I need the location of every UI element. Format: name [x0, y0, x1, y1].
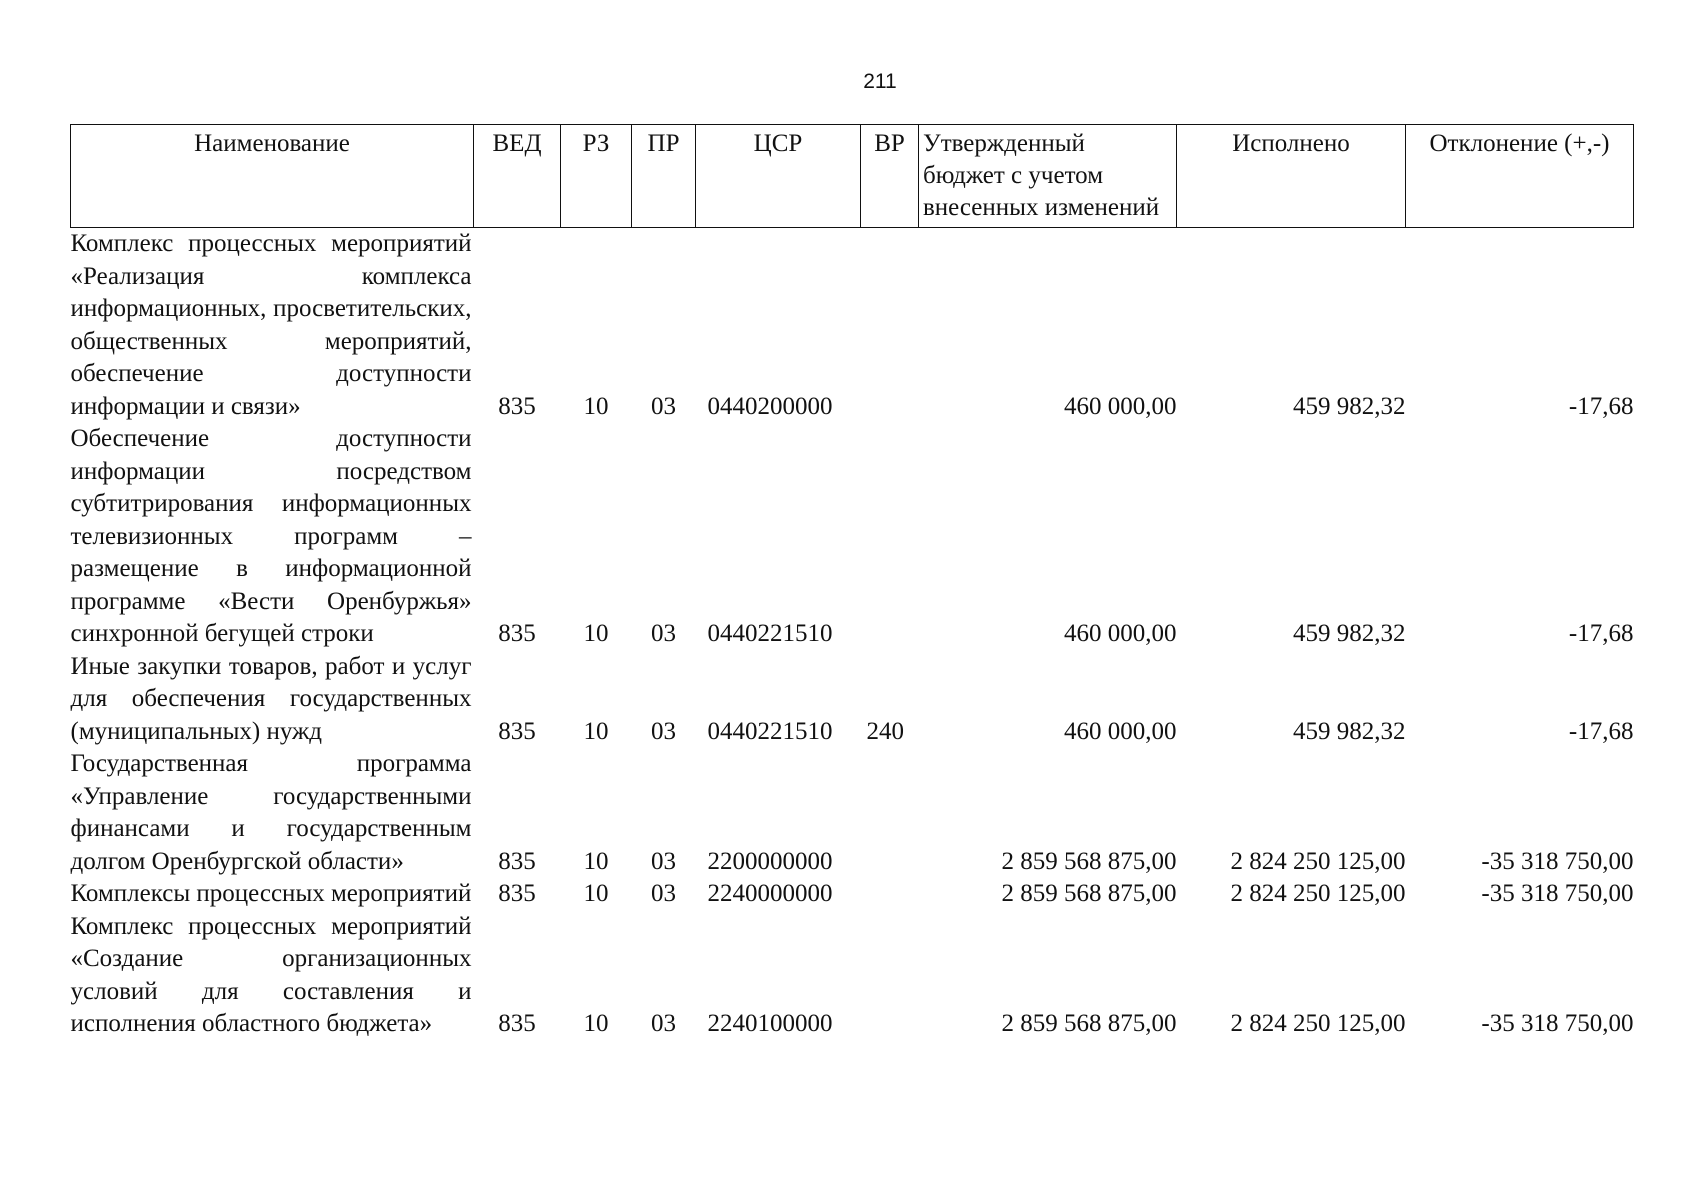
cell-rz: 10 [583, 880, 609, 907]
header-ved: ВЕД [474, 125, 561, 228]
cell-rz: 10 [583, 847, 609, 875]
table-body [71, 228, 1634, 1041]
header-name: Наименование [71, 125, 474, 228]
page-number: 211 [863, 70, 897, 93]
cell-executed: 459 982,32 [1293, 717, 1406, 745]
cell-rz: 10 [583, 392, 609, 420]
cell-approved: 2 859 568 875,00 [1001, 1010, 1177, 1037]
cell-deviation: -17,68 [1568, 620, 1634, 647]
cell-approved: 2 859 568 875,00 [1001, 880, 1177, 907]
header-vr: ВР [861, 125, 919, 228]
cell-name: Комплекс процессных мероприятий «Создание организационных условий для составления и исполнения областного бюджета» [70, 912, 472, 1037]
cell-name: Обеспечение доступности информации посредством субтитрирования информационных телевизионных программ – размещение в информационной программе «Вести Оренбуржья» синхронной бегущей строки [70, 425, 472, 647]
cell-rz: 10 [583, 717, 609, 745]
cell-pr: 03 [651, 1010, 676, 1037]
cell-executed: 459 982,32 [1293, 392, 1406, 420]
cell-approved: 460 000,00 [1064, 717, 1177, 745]
cell-approved: 2 859 568 875,00 [1001, 847, 1177, 875]
cell-executed: 2 824 250 125,00 [1230, 880, 1406, 907]
cell-pr: 03 [651, 847, 676, 875]
cell-csr: 2200000000 [707, 847, 833, 875]
cell-name: Комплекс процессных мероприятий «Реализация комплекса информационных, просветительских, общественных мероприятий, обеспечение доступности информации и связи» [70, 230, 472, 420]
header-row [71, 125, 1634, 228]
cell-deviation: -35 318 750,00 [1481, 847, 1634, 875]
cell-csr: 0440200000 [707, 392, 833, 420]
header-rz: РЗ [561, 125, 632, 228]
header-csr: ЦСР [696, 125, 861, 228]
cell-executed: 2 824 250 125,00 [1230, 847, 1406, 875]
cell-csr: 0440221510 [707, 620, 833, 647]
table-row [71, 651, 1634, 749]
cell-rz: 10 [583, 620, 609, 647]
cell-vr [861, 748, 919, 878]
cell-csr: 2240100000 [707, 1010, 833, 1037]
table-row [71, 748, 1634, 878]
cell-approved: 460 000,00 [1064, 620, 1177, 647]
table-row [71, 423, 1634, 651]
cell-vr [861, 228, 919, 424]
cell-ved: 835 [498, 880, 536, 907]
cell-ved: 835 [498, 717, 536, 745]
table-row [71, 911, 1634, 1041]
table-row [71, 228, 1634, 424]
table-row [71, 878, 1634, 911]
cell-vr [861, 423, 919, 651]
cell-deviation: -17,68 [1568, 392, 1634, 420]
cell-pr: 03 [651, 392, 676, 420]
cell-pr: 03 [651, 620, 676, 647]
cell-name: Государственная программа «Управление государственными финансами и государственным долгом Оренбургской области» [70, 750, 472, 875]
cell-csr: 0440221510 [707, 717, 833, 745]
cell-approved: 460 000,00 [1064, 392, 1177, 420]
cell-csr: 2240000000 [707, 880, 833, 907]
budget-execution-table [70, 124, 1634, 1041]
header-pr: ПР [632, 125, 696, 228]
cell-vr: 240 [866, 717, 904, 745]
cell-rz: 10 [583, 1010, 609, 1037]
cell-deviation: -17,68 [1568, 717, 1634, 745]
header-approved-budget: Утвержденный бюджет с учетом внесенных изменений [919, 125, 1177, 228]
cell-vr [861, 878, 919, 911]
cell-ved: 835 [498, 1010, 536, 1037]
cell-pr: 03 [651, 717, 676, 745]
cell-name: Иные закупки товаров, работ и услуг для обеспечения государственных (муниципальных) нужд [70, 652, 472, 745]
cell-deviation: -35 318 750,00 [1481, 880, 1634, 907]
cell-name: Комплексы процессных мероприятий [70, 880, 472, 907]
cell-executed: 459 982,32 [1293, 620, 1406, 647]
cell-ved: 835 [498, 847, 536, 875]
cell-pr: 03 [651, 880, 676, 907]
cell-ved: 835 [498, 392, 536, 420]
header-deviation: Отклонение (+,-) [1406, 125, 1634, 228]
table-header [71, 125, 1634, 228]
cell-ved: 835 [498, 620, 536, 647]
header-executed: Исполнено [1177, 125, 1406, 228]
cell-executed: 2 824 250 125,00 [1230, 1010, 1406, 1037]
cell-vr [861, 911, 919, 1041]
cell-deviation: -35 318 750,00 [1481, 1010, 1634, 1037]
